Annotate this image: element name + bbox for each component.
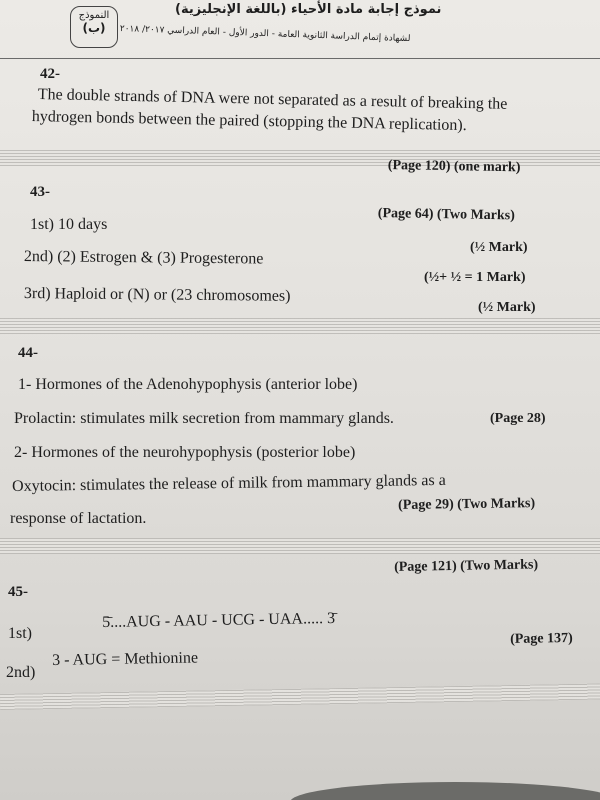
q45-ref2: (Page 137) <box>510 630 573 647</box>
q43-item-3: 3rd) Haploid or (N) or (23 chromosomes) <box>23 285 291 305</box>
q45-second-label: 2nd) <box>6 664 36 681</box>
header-arabic-title: نموذج إجابة مادة الأحياء (باللغة الإنجليزية) <box>175 2 442 17</box>
page-header <box>0 0 600 59</box>
q45-number: 45- <box>8 584 28 600</box>
q45-ref1: (Page 121) (Two Marks) <box>394 557 539 575</box>
q42-number: 42- <box>40 66 60 82</box>
q44-line3: 2- Hormones of the neurohypophysis (posterior lobe) <box>14 444 356 461</box>
q44-ref1: (Page 28) <box>490 411 546 426</box>
q43-ref: (Page 64) (Two Marks) <box>377 206 515 224</box>
q42-line1: The double strands of DNA were not separated as a result of breaking the <box>37 86 508 113</box>
separator-45 <box>0 684 600 710</box>
q44-number: 44- <box>18 345 38 361</box>
q44-line1: 1- Hormones of the Adenohypophysis (anterior lobe) <box>18 376 358 393</box>
q43-item-1: 1st) 10 days <box>30 216 108 233</box>
q44-line2: Prolactin: stimulates milk secretion from mammary glands. <box>14 410 394 427</box>
q45-sequence: 5̄....AUG - AAU - UCG - UAA..... 3̄ <box>102 609 336 631</box>
model-badge <box>70 6 118 48</box>
photo-shadow <box>290 782 600 800</box>
q42-line2: hydrogen bonds between the paired (stopping the DNA replication). <box>31 108 467 135</box>
separator-43 <box>0 318 600 334</box>
q44-line4: Oxytocin: stimulates the release of milk from mammary glands as a <box>12 471 446 495</box>
q43-number: 43- <box>30 184 50 200</box>
q43-item-3-mark: (½ Mark) <box>478 300 536 315</box>
model-value: (ب) <box>82 21 106 35</box>
q43-item-2-mark: (½+ ½ = 1 Mark) <box>424 270 526 285</box>
q45-first-label: 1st) <box>8 625 32 642</box>
header-arabic-subtitle: لشهادة إتمام الدراسة الثانوية العامة - الدور الأول - العام الدراسي ٢٠١٧/ ٢٠١٨ <box>119 24 411 45</box>
q44-line5: response of lactation. <box>10 510 147 527</box>
model-label: النموذج <box>78 10 110 21</box>
separator-44 <box>0 538 600 554</box>
q43-item-2: 2nd) (2) Estrogen & (3) Progesterone <box>23 248 264 268</box>
q44-ref2: (Page 29) (Two Marks) <box>398 496 536 513</box>
q43-item-1-mark: (½ Mark) <box>470 240 528 255</box>
q45-second-answer: 3 - AUG = Methionine <box>52 649 199 669</box>
q42-ref: (Page 120) (one mark) <box>387 158 521 176</box>
